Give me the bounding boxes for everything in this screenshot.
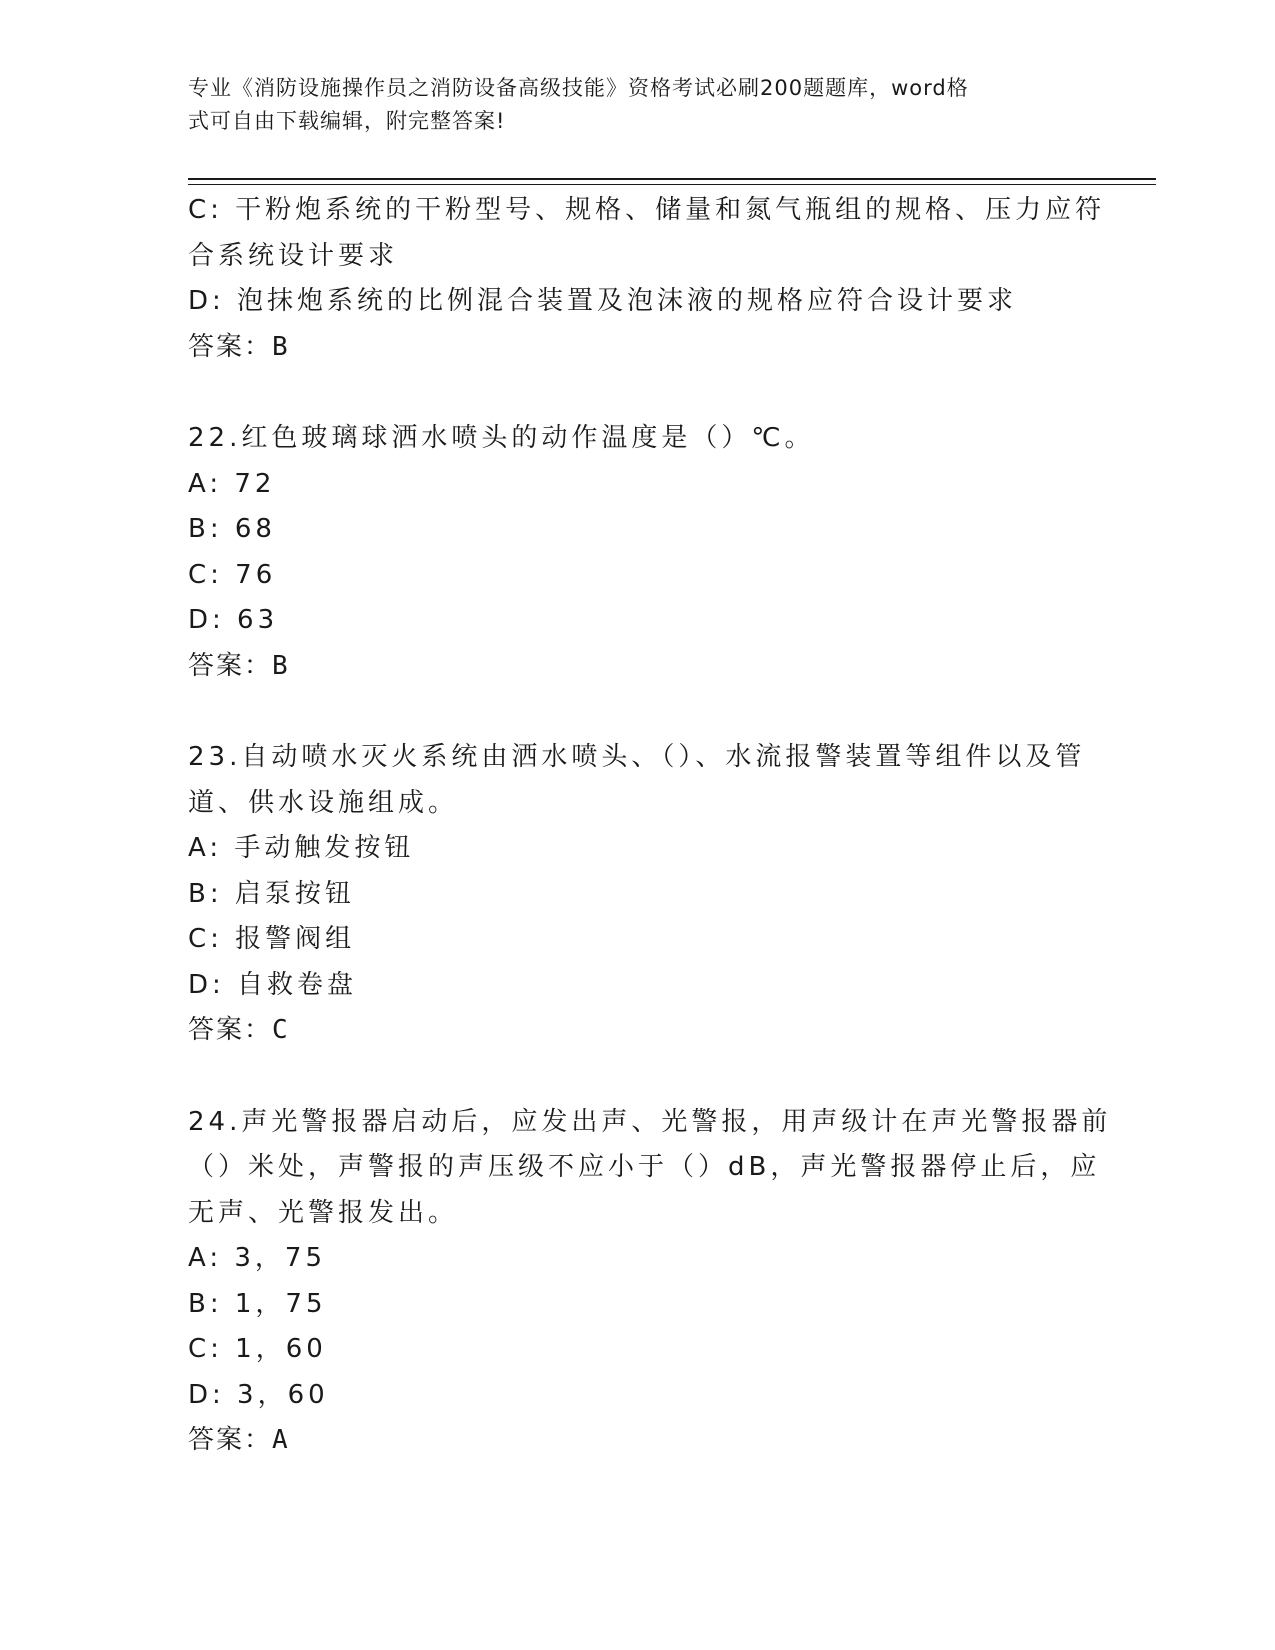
answer-label: 答案：	[188, 1015, 273, 1045]
option-c: C: 76	[188, 559, 277, 590]
option-d: D: 63	[188, 605, 279, 635]
option-b: B: 启泵按钮	[188, 878, 355, 909]
question-23	[188, 735, 1088, 1054]
document-header	[188, 72, 1068, 138]
option-a: A: 手动触发按钮	[188, 833, 415, 863]
option-d: D: 泡抹炮系统的比例混合装置及泡沫液的规格应符合设计要求	[188, 286, 1018, 316]
question-stem-line-2: （）米处，声警报的声压级不应小于（）dB，声光警报器停止后，应	[188, 1152, 1101, 1182]
answer-line	[188, 1418, 1088, 1464]
answer-line	[188, 1008, 1088, 1054]
option-b: B: 68	[188, 514, 276, 544]
option-a: A: 3，75	[188, 1243, 326, 1273]
question-22	[188, 416, 1088, 689]
question-stem-line-3: 无声、光警报发出。	[188, 1197, 459, 1228]
answer-value: C	[272, 1015, 290, 1045]
answer-value: B	[272, 331, 290, 362]
header-title-line-1: 专业《消防设施操作员之消防设备高级技能》资格考试必刷200题题库，word格	[188, 76, 969, 100]
answer-label: 答案：	[188, 331, 273, 362]
option-c: C: 1，60	[188, 1334, 327, 1364]
option-c-line-2: 合系统设计要求	[188, 240, 399, 271]
question-stem-line-1: 23.自动喷水灭火系统由洒水喷头、（）、水流报警装置等组件以及管	[188, 742, 1086, 772]
question-stem-line-2: 道、供水设施组成。	[188, 787, 459, 818]
question-stem-line-1: 24.声光警报器启动后，应发出声、光警报，用声级计在声光警报器前	[188, 1106, 1112, 1137]
header-title-line-2: 式可自由下载编辑，附完整答案!	[188, 109, 506, 133]
header-divider-thin	[188, 184, 1156, 185]
option-b: B: 1，75	[188, 1288, 327, 1319]
question-24	[188, 1100, 1112, 1464]
answer-line	[188, 644, 1088, 690]
option-d: D: 3，60	[188, 1379, 329, 1410]
option-a: A: 72	[188, 468, 276, 499]
option-c-line-1: C: 干粉炮系统的干粉型号、规格、储量和氮气瓶组的规格、压力应符	[188, 195, 1106, 225]
option-c: C: 报警阀组	[188, 924, 356, 954]
option-d: D: 自救卷盘	[188, 969, 358, 1000]
answer-label: 答案：	[188, 650, 273, 681]
question-21-continued	[188, 188, 1106, 370]
question-stem: 22.红色玻璃球洒水喷头的动作温度是（）℃。	[188, 423, 815, 453]
answer-value: A	[272, 1425, 290, 1455]
header-divider-thick	[188, 178, 1156, 180]
answer-line	[188, 325, 1088, 371]
answer-label: 答案：	[188, 1425, 273, 1455]
answer-value: B	[272, 650, 290, 681]
question-list	[188, 188, 1112, 1464]
